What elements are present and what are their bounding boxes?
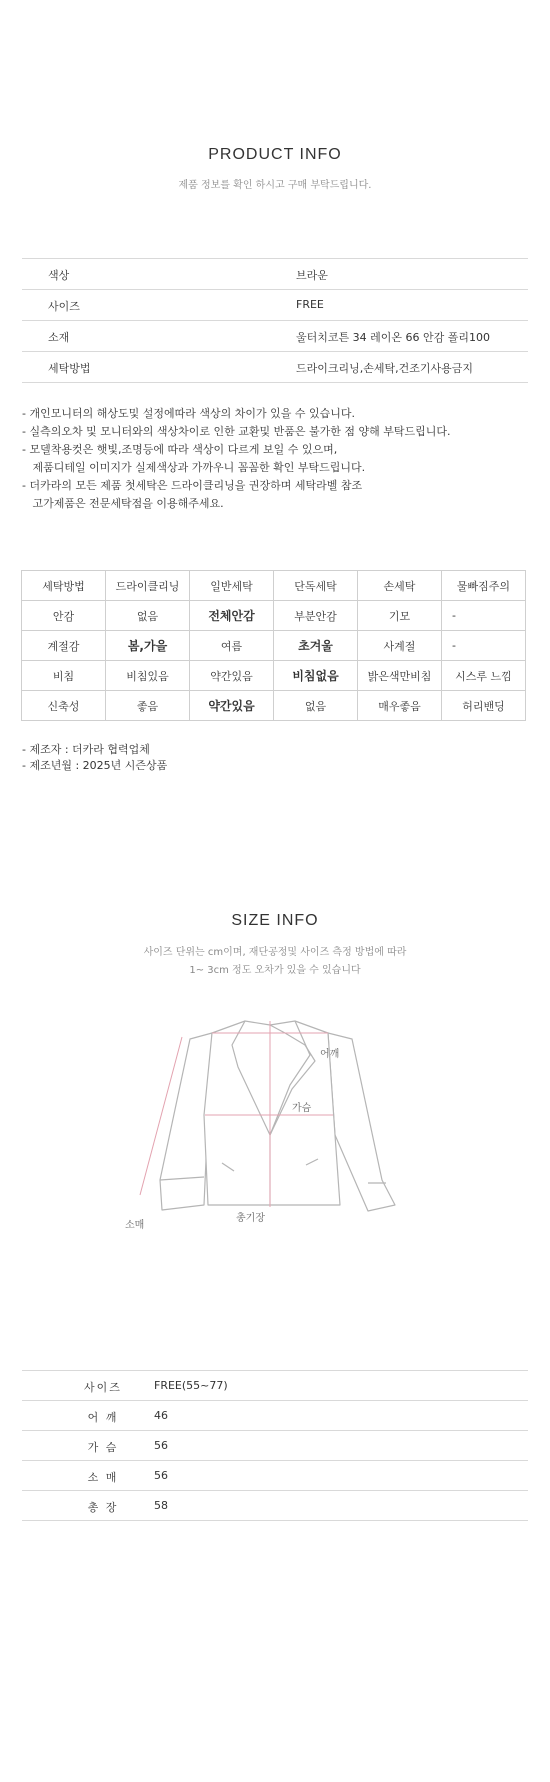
attribute-grid xyxy=(21,570,526,721)
notice-line: 고가제품은 전문세탁점을 이용해주세요. xyxy=(22,497,224,510)
product-info-table xyxy=(22,258,528,383)
product-info-subtitle: 제품 정보를 확인 하시고 구매 부탁드립니다. xyxy=(178,180,372,191)
grid-cell: 매우좋음 xyxy=(358,691,442,721)
grid-cell-selected: 비침없음 xyxy=(274,661,358,691)
grid-cell: 없음 xyxy=(274,691,358,721)
grid-cell: - xyxy=(442,631,526,661)
notice-line: 제품디테일 이미지가 실제색상과 가까우니 꼼꼼한 확인 부탁드립니다. xyxy=(22,461,366,474)
size-row-shoulder xyxy=(22,1401,528,1431)
grid-cell-selected: 봄,가을 xyxy=(106,631,190,661)
size-value: 46 xyxy=(154,1409,168,1422)
info-value: FREE xyxy=(296,298,324,311)
manufacturer-info xyxy=(22,742,167,774)
grid-row-lining xyxy=(22,601,526,631)
grid-cell: 시스루 느낌 xyxy=(442,661,526,691)
size-row-size xyxy=(22,1370,528,1401)
size-table xyxy=(22,1370,528,1521)
size-info-title: SIZE INFO xyxy=(231,912,319,929)
info-label: 세탁방법 xyxy=(48,362,91,375)
notice-line: - 실측의오차 및 모니터와의 색상차이로 인한 교환및 반품은 불가한 점 양해 부탁드립니다. xyxy=(22,425,451,438)
manufacturer-line: - 제조년월 : 2025년 시즌상품 xyxy=(22,759,168,772)
size-row-length xyxy=(22,1491,528,1521)
grid-header-cell: 드라이클리닝 xyxy=(106,571,190,601)
grid-cell: 사계절 xyxy=(358,631,442,661)
info-row-material xyxy=(22,321,528,352)
size-value: 58 xyxy=(154,1499,168,1512)
info-value: 드라이크리닝,손세탁,건조기사용금지 xyxy=(296,362,474,375)
notice-line: - 모델착용컷은 햇빛,조명등에 따라 색상이 다르게 보일 수 있으며, xyxy=(22,443,338,456)
size-value: 56 xyxy=(154,1439,168,1452)
diagram-label-sleeve: 소매 xyxy=(125,1220,145,1231)
info-label: 색상 xyxy=(48,269,70,282)
grid-header-cell: 단독세탁 xyxy=(274,571,358,601)
size-label: 사이즈 xyxy=(84,1381,122,1394)
grid-header-cell: 일반세탁 xyxy=(190,571,274,601)
size-label: 가 슴 xyxy=(87,1441,119,1454)
grid-header-cell: 손세탁 xyxy=(358,571,442,601)
size-label: 소 매 xyxy=(87,1471,119,1484)
manufacturer-line: - 제조자 : 더카라 협력업체 xyxy=(22,743,150,756)
grid-cell: 허리밴딩 xyxy=(442,691,526,721)
notice-line: - 개인모니터의 해상도및 설정에따라 색상의 차이가 있을 수 있습니다. xyxy=(22,407,355,420)
diagram-label-length: 총기장 xyxy=(236,1213,265,1224)
grid-cell-selected: 약간있음 xyxy=(190,691,274,721)
grid-row-label: 안감 xyxy=(22,601,106,631)
info-row-color xyxy=(22,258,528,290)
size-label: 총 장 xyxy=(87,1501,119,1514)
grid-header-cell: 물빠짐주의 xyxy=(442,571,526,601)
product-info-title: PRODUCT INFO xyxy=(208,146,342,163)
grid-header-row xyxy=(22,571,526,601)
grid-row-label: 신축성 xyxy=(22,691,106,721)
info-label: 소재 xyxy=(48,331,70,344)
grid-cell: 부분안감 xyxy=(274,601,358,631)
grid-cell: 좋음 xyxy=(106,691,190,721)
grid-cell: 비침있음 xyxy=(106,661,190,691)
size-row-chest xyxy=(22,1431,528,1461)
grid-cell: 밝은색만비침 xyxy=(358,661,442,691)
grid-header-cell: 세탁방법 xyxy=(22,571,106,601)
info-row-washing xyxy=(22,352,528,383)
size-info-subtitle-1: 사이즈 단위는 cm이며, 재단공정및 사이즈 측정 방법에 따라 xyxy=(143,947,407,958)
diagram-label-shoulder: 어깨 xyxy=(320,1049,340,1060)
grid-cell: 약간있음 xyxy=(190,661,274,691)
grid-cell: 기모 xyxy=(358,601,442,631)
jacket-measurement-diagram xyxy=(120,1015,420,1240)
info-value: 브라운 xyxy=(296,269,328,282)
size-row-sleeve xyxy=(22,1461,528,1491)
info-value: 울터치코튼 34 레이온 66 안감 폴리100 xyxy=(296,331,490,344)
info-row-size xyxy=(22,290,528,321)
info-label: 사이즈 xyxy=(48,300,80,313)
notice-list xyxy=(22,405,450,513)
size-value: FREE(55~77) xyxy=(154,1379,228,1392)
size-label: 어 깨 xyxy=(87,1411,119,1424)
size-info-subtitle-2: 1~ 3cm 정도 오차가 있을 수 있습니다 xyxy=(189,965,361,976)
notice-line: - 더카라의 모든 제품 첫세탁은 드라이클리닝을 권장하며 세탁라벨 참조 xyxy=(22,479,363,492)
grid-row-label: 계절감 xyxy=(22,631,106,661)
grid-cell-selected: 초겨울 xyxy=(274,631,358,661)
grid-row-stretch xyxy=(22,691,526,721)
size-value: 56 xyxy=(154,1469,168,1482)
grid-cell: 없음 xyxy=(106,601,190,631)
grid-row-label: 비침 xyxy=(22,661,106,691)
grid-cell: 여름 xyxy=(190,631,274,661)
grid-cell-selected: 전체안감 xyxy=(190,601,274,631)
grid-row-season xyxy=(22,631,526,661)
grid-row-sheer xyxy=(22,661,526,691)
grid-cell: - xyxy=(442,601,526,631)
diagram-label-chest: 가슴 xyxy=(292,1103,312,1114)
